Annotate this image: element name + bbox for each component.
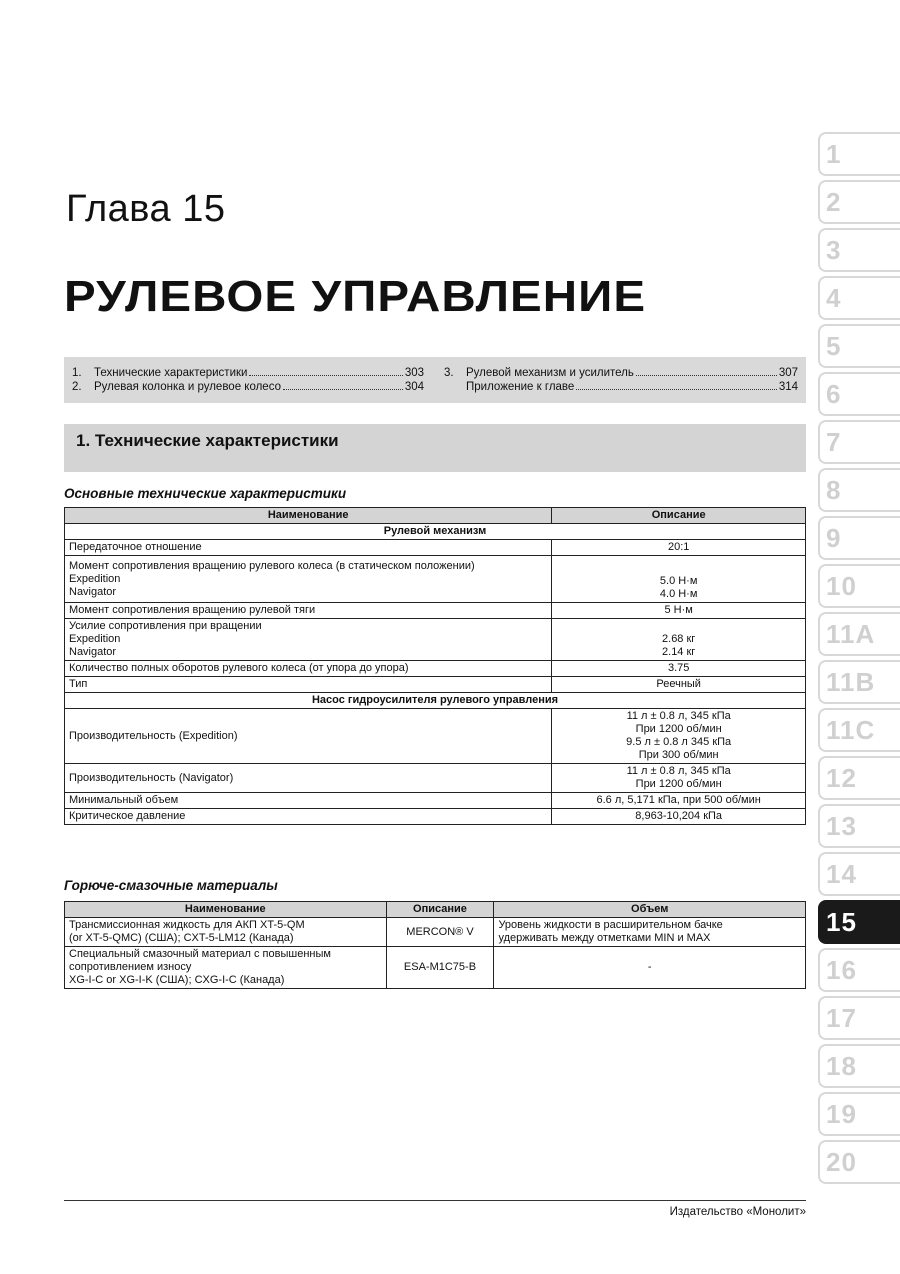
toc-leader (283, 389, 403, 390)
cell-line: Минимальный объем (69, 794, 179, 806)
chapter-tabs (818, 132, 900, 1188)
specs-table (64, 507, 806, 825)
cell-name (65, 540, 552, 556)
chapter-tab-5[interactable]: 5 (818, 324, 900, 368)
chapter-tab-7[interactable]: 7 (818, 420, 900, 464)
cell-name (65, 709, 552, 764)
chapter-tab-10[interactable]: 10 (818, 564, 900, 608)
chapter-tab-11b[interactable]: 11B (818, 660, 900, 704)
cell-line: 2.68 кг (662, 633, 696, 645)
cell-value (552, 603, 806, 619)
cell-line: 11 л ± 0.8 л, 345 кПа (626, 765, 731, 777)
cell-line: Navigator (69, 585, 117, 598)
section-header-bar (64, 424, 806, 472)
cell-line: Реечный (656, 678, 701, 690)
table-row (65, 556, 806, 603)
table-row (65, 619, 806, 661)
toc-column-left (72, 366, 424, 394)
table-header-row (65, 902, 806, 918)
cell-line: Navigator (69, 646, 117, 658)
table-row (65, 918, 806, 947)
cell-line: Критическое давление (69, 810, 186, 822)
specs-heading: Основные технические характеристики (64, 486, 347, 501)
toc-leader (249, 375, 402, 376)
toc-page: 303 (404, 367, 424, 379)
cell-name (65, 619, 552, 661)
toc-leader (636, 375, 777, 376)
toc-item[interactable] (72, 366, 424, 380)
cell-name (65, 793, 552, 809)
cell-value (552, 709, 806, 764)
table-header-row (65, 508, 806, 524)
cell-line: Количество полных оборотов рулевого колеса (от упора до упора) (69, 662, 409, 674)
chapter-tab-11c[interactable]: 11C (818, 708, 900, 752)
cell-line: Expedition (69, 572, 121, 585)
cell-name (65, 809, 552, 825)
cell-name (65, 677, 552, 693)
table-row (65, 540, 806, 556)
cell-value (552, 619, 806, 661)
chapter-tab-16[interactable]: 16 (818, 948, 900, 992)
cell-line: Трансмиссионная жидкость для АКП XT-5-QM (69, 919, 305, 931)
toc-number: 2. (72, 381, 82, 393)
cell-name (65, 556, 552, 603)
chapter-title: РУЛЕВОЕ УПРАВЛЕНИЕ (64, 272, 647, 321)
chapter-tab-12[interactable]: 12 (818, 756, 900, 800)
section-title: 1. Технические характеристики (76, 431, 339, 450)
chapter-tab-11a[interactable]: 11A (818, 612, 900, 656)
cell-name (65, 661, 552, 677)
cell-line: При 300 об/мин (638, 749, 719, 761)
cell-line: XG-I-C or XG-I-K (США); CXG-I-C (Канада) (69, 974, 285, 986)
group-title: Рулевой механизм (65, 524, 806, 540)
table-row (65, 677, 806, 693)
cell-value (552, 764, 806, 793)
toc-column-right (444, 366, 798, 394)
cell-line: Expedition (69, 633, 121, 645)
cell-line: Специальный смазочный материал с повышенным (69, 948, 331, 960)
cell-line: Уровень жидкости в расширительном бачке (498, 919, 723, 931)
cell-line: Производительность (Navigator) (69, 771, 234, 784)
cell-line: 6.6 л, 5,171 кПа, при 500 об/мин (596, 794, 761, 806)
table-row (65, 793, 806, 809)
table-row (65, 709, 806, 764)
table-of-contents (64, 357, 806, 403)
column-header: Описание (386, 902, 494, 918)
cell-line: 3.75 (667, 662, 690, 674)
column-header: Объем (494, 902, 806, 918)
cell-line: При 1200 об/мин (635, 723, 722, 735)
chapter-tab-3[interactable]: 3 (818, 228, 900, 272)
cell-name (65, 764, 552, 793)
cell-volume (494, 918, 806, 947)
group-row (65, 693, 806, 709)
cell-line: - (647, 961, 652, 973)
toc-number: 1. (72, 367, 82, 379)
cell-name (65, 603, 552, 619)
cell-value (552, 661, 806, 677)
toc-text: Рулевой механизм и усилитель (466, 367, 634, 379)
cell-line: 5.0 Н·м (659, 575, 698, 587)
cell-value (552, 556, 806, 603)
chapter-tab-15[interactable]: 15 (818, 900, 900, 944)
cell-line: Усилие сопротивления при вращении (69, 620, 262, 632)
table-row (65, 947, 806, 989)
cell-line: Момент сопротивления вращению рулевого колеса (в статическом положении) (69, 559, 475, 572)
chapter-tab-9[interactable]: 9 (818, 516, 900, 560)
toc-item[interactable] (444, 380, 798, 394)
table-row (65, 809, 806, 825)
cell-name (65, 918, 387, 947)
toc-page: 314 (778, 381, 798, 393)
chapter-tab-18[interactable]: 18 (818, 1044, 900, 1088)
column-header: Наименование (65, 902, 387, 918)
toc-text: Приложение к главе (466, 381, 575, 393)
cell-line: Передаточное отношение (69, 541, 202, 553)
table-row (65, 661, 806, 677)
cell-line: Момент сопротивления вращению рулевой тяги (69, 604, 316, 616)
chapter-tab-1[interactable]: 1 (818, 132, 900, 176)
column-header: Описание (552, 508, 806, 524)
cell-line: 20:1 (667, 541, 690, 553)
toc-item[interactable] (72, 380, 424, 394)
toc-text: Рулевая колонка и рулевое колесо (94, 381, 281, 393)
group-row (65, 524, 806, 540)
group-title: Насос гидроусилителя рулевого управления (65, 693, 806, 709)
cell-desc: ESA-M1C75-B (386, 947, 494, 989)
toc-page: 304 (404, 381, 424, 393)
cell-line: 5 Н·м (664, 604, 693, 616)
toc-text: Технические характеристики (94, 367, 248, 379)
column-header: Наименование (65, 508, 552, 524)
lubricants-table (64, 901, 806, 989)
toc-leader (576, 389, 777, 390)
cell-line: удерживать между отметками MIN и MAX (498, 932, 711, 944)
chapter-tab-2[interactable]: 2 (818, 180, 900, 224)
lubricants-heading: Горюче-смазочные материалы (64, 878, 278, 893)
chapter-tab-13[interactable]: 13 (818, 804, 900, 848)
chapter-tab-14[interactable]: 14 (818, 852, 900, 896)
table-row (65, 603, 806, 619)
cell-line: При 1200 об/мин (635, 778, 722, 790)
footer-divider (64, 1200, 806, 1201)
cell-line: 8,963-10,204 кПа (635, 810, 723, 822)
cell-line: 11 л ± 0.8 л, 345 кПа (626, 710, 731, 722)
cell-desc: MERCON® V (386, 918, 494, 947)
publisher-name: Издательство «Монолит» (669, 1206, 806, 1218)
cell-value (552, 793, 806, 809)
table-row (65, 764, 806, 793)
chapter-label: Глава 15 (66, 188, 226, 230)
toc-item[interactable] (444, 366, 798, 380)
chapter-tab-19[interactable]: 19 (818, 1092, 900, 1136)
cell-line: 4.0 Н·м (659, 588, 698, 600)
cell-line: Тип (69, 678, 88, 690)
cell-value (552, 540, 806, 556)
cell-line: 2.14 кг (662, 646, 696, 658)
chapter-tab-20[interactable]: 20 (818, 1140, 900, 1184)
chapter-tab-8[interactable]: 8 (818, 468, 900, 512)
cell-line: 9.5 л ± 0.8 л 345 кПа (626, 736, 732, 748)
cell-name (65, 947, 387, 989)
chapter-tab-17[interactable]: 17 (818, 996, 900, 1040)
cell-line: Производительность (Expedition) (69, 729, 238, 742)
cell-line: сопротивлением износу (69, 961, 192, 973)
chapter-tab-4[interactable]: 4 (818, 276, 900, 320)
cell-line: (or XT-5-QMC) (США); CXT-5-LM12 (Канада) (69, 932, 294, 944)
toc-number: 3. (444, 367, 454, 379)
chapter-tab-6[interactable]: 6 (818, 372, 900, 416)
cell-value (552, 809, 806, 825)
toc-page: 307 (778, 367, 798, 379)
cell-volume (494, 947, 806, 989)
cell-value (552, 677, 806, 693)
